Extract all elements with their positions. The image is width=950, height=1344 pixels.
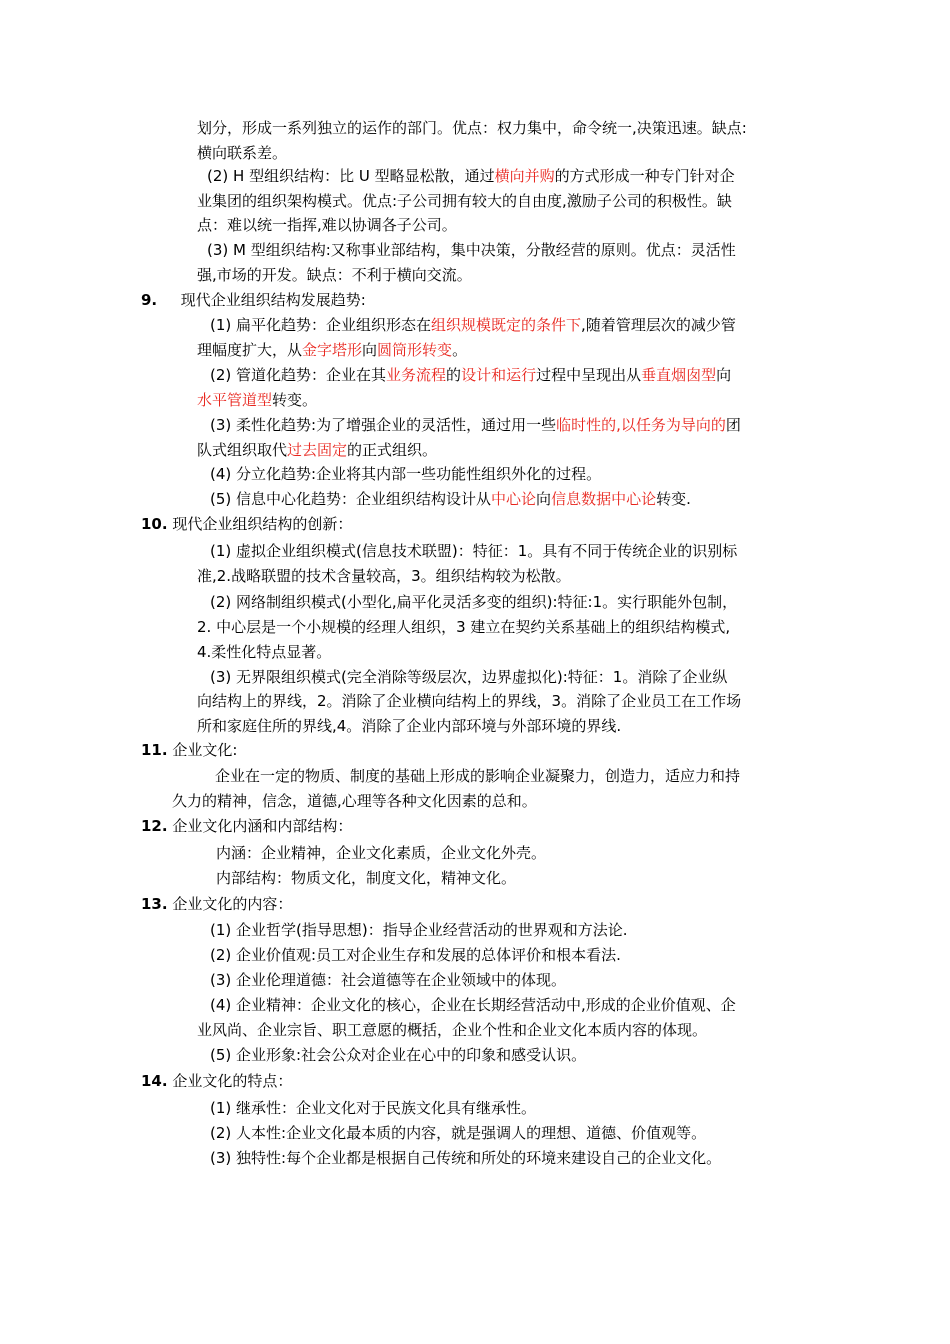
text-run: 团: [725, 416, 741, 434]
section-number: 13.: [141, 895, 168, 913]
text-run: 向: [536, 490, 552, 508]
text-run: 队式组织取代: [197, 441, 288, 459]
text-run: 。: [452, 341, 468, 359]
highlight-text: 业务流程: [386, 366, 447, 384]
list-item: (4) 分立化趋势:企业将其内部一些功能性组织外化的过程。: [210, 465, 602, 483]
highlight-text: 过去固定: [287, 441, 348, 459]
highlight-text: 设计和运行: [461, 366, 537, 384]
highlight-text: 圆筒形转变: [377, 341, 453, 359]
list-item: [210, 414, 741, 436]
section-heading-11: [141, 739, 237, 761]
h-type-structure-line: [207, 165, 735, 187]
list-item: (2) 人本性:企业文化最本质的内容，就是强调人的理想、道德、价值观等。: [210, 1124, 707, 1142]
section-heading-14: [141, 1070, 292, 1092]
h-type-structure-line: 点：难以统一指挥,难以协调各子公司。: [197, 216, 457, 234]
text-run: 的: [446, 366, 462, 384]
text-run: 的正式组织。: [347, 441, 438, 459]
list-item: (4) 企业精神：企业文化的核心，企业在长期经营活动中,形成的企业价值观、企: [210, 996, 736, 1014]
highlight-text: 临时性的,以任务为导向的: [556, 416, 726, 434]
section-title: 企业文化的内容：: [172, 895, 293, 913]
highlight-text: 垂直烟囱型: [641, 366, 717, 384]
paragraph-line: 企业在一定的物质、制度的基础上形成的影响企业凝聚力，创造力，适应力和持: [215, 767, 741, 785]
list-item: (2) 网络制组织模式(小型化,扁平化灵活多变的组织):特征:1。实行职能外包制，: [210, 593, 738, 611]
section-number: 12.: [141, 817, 168, 835]
continuation-line: 划分，形成一系列独立的运作的部门。优点：权力集中，命令统一,决策迅速。缺点:: [197, 119, 747, 137]
h-type-structure-line: 业集团的组织架构模式。优点:子公司拥有较大的自由度,激励子公司的积极性。缺: [197, 192, 732, 210]
text-run: 向: [362, 341, 378, 359]
section-number: 10.: [141, 515, 168, 533]
m-type-structure-line: (3) M 型组织结构:又称事业部结构，集中决策，分散经营的原则。优点：灵活性: [207, 241, 736, 259]
list-item: (3) 无界限组织模式(完全消除等级层次，边界虚拟化):特征：1。消除了企业纵: [210, 668, 728, 686]
paragraph-line: 久力的精神，信念，道德,心理等各种文化因素的总和。: [172, 792, 537, 810]
list-item-continuation: 准,2.战略联盟的技术含量较高，3。组织结构较为松散。: [197, 567, 571, 585]
list-item: (1) 虚拟企业组织模式(信息技术联盟)：特征：1。具有不同于传统企业的识别标: [210, 542, 738, 560]
highlight-text: 中心论: [491, 490, 537, 508]
list-item: (3) 独特性:每个企业都是根据自己传统和所处的环境来建设自己的企业文化。: [210, 1149, 722, 1167]
section-number: 14.: [141, 1072, 168, 1090]
highlight-text: 组织规模既定的条件下: [431, 316, 582, 334]
list-item: (3) 企业伦理道德：社会道德等在企业领域中的体现。: [210, 971, 567, 989]
list-item-continuation: 向结构上的界线，2。消除了企业横向结构上的界线，3。消除了企业员工在工作场: [197, 692, 742, 710]
list-item-continuation: [197, 389, 317, 411]
text-run: (2) 管道化趋势：企业在其: [210, 366, 387, 384]
text-run: 的方式形成一种专门针对企: [554, 167, 735, 185]
paragraph-line: 内涵：企业精神，企业文化素质，企业文化外壳。: [216, 844, 547, 862]
paragraph-line: 内部结构：物质文化，制度文化，精神文化。: [216, 869, 517, 887]
list-item-continuation: [197, 339, 467, 361]
section-title: 企业文化内涵和内部结构：: [172, 817, 353, 835]
text-run: (5) 信息中心化趋势：企业组织结构设计从: [210, 490, 492, 508]
text-run: (1) 扁平化趋势：企业组织形态在: [210, 316, 432, 334]
continuation-line: 横向联系差。: [197, 144, 288, 162]
section-heading-13: [141, 893, 292, 915]
list-item: (1) 企业哲学(指导思想)：指导企业经营活动的世界观和方法论.: [210, 921, 628, 939]
section-heading-9: [141, 289, 366, 311]
text-run: 向: [716, 366, 732, 384]
text-run: ,随着管理层次的减少管: [581, 316, 736, 334]
section-title: 现代企业组织结构发展趋势:: [180, 291, 366, 309]
list-item: (2) 企业价值观:员工对企业生存和发展的总体评价和根本看法.: [210, 946, 621, 964]
highlight-text: 横向并购: [494, 167, 555, 185]
highlight-text: 金字塔形: [302, 341, 363, 359]
list-item: [210, 364, 731, 386]
section-number: 9.: [141, 291, 158, 309]
section-title: 企业文化:: [172, 741, 238, 759]
section-heading-12: [141, 815, 352, 837]
list-item: [210, 488, 691, 510]
text-run: (3) 柔性化趋势:为了增强企业的灵活性，通过用一些: [210, 416, 557, 434]
section-title: 现代企业组织结构的创新：: [172, 515, 353, 533]
text-run: 转变。: [272, 391, 318, 409]
list-item-continuation: [197, 439, 437, 461]
list-item: (5) 企业形象:社会公众对企业在心中的印象和感受认识。: [210, 1046, 587, 1064]
list-item: (1) 继承性：企业文化对于民族文化具有继承性。: [210, 1099, 537, 1117]
highlight-text: 水平管道型: [197, 391, 273, 409]
section-title: 企业文化的特点：: [172, 1072, 293, 1090]
section-heading-10: [141, 513, 352, 535]
list-item-continuation: 4.柔性化特点显著。: [197, 643, 332, 661]
text-run: 过程中呈现出从: [536, 366, 642, 384]
list-item-continuation: 2. 中心层是一个小规模的经理人组织，3 建立在契约关系基础上的组织结构模式,: [197, 618, 731, 636]
section-number: 11.: [141, 741, 168, 759]
list-item-continuation: 所和家庭住所的界线,4。消除了企业内部环境与外部环境的界线.: [197, 717, 622, 735]
text-run: (2) H 型组织结构：比 U 型略显松散，通过: [207, 167, 495, 185]
highlight-text: 信息数据中心论: [551, 490, 657, 508]
text-run: 理幅度扩大，从: [197, 341, 303, 359]
text-run: 转变.: [656, 490, 691, 508]
m-type-structure-line: 强,市场的开发。缺点：不利于横向交流。: [197, 266, 472, 284]
list-item: [210, 314, 736, 336]
list-item-continuation: 业风尚、企业宗旨、职工意愿的概括，企业个性和企业文化本质内容的体现。: [197, 1021, 708, 1039]
